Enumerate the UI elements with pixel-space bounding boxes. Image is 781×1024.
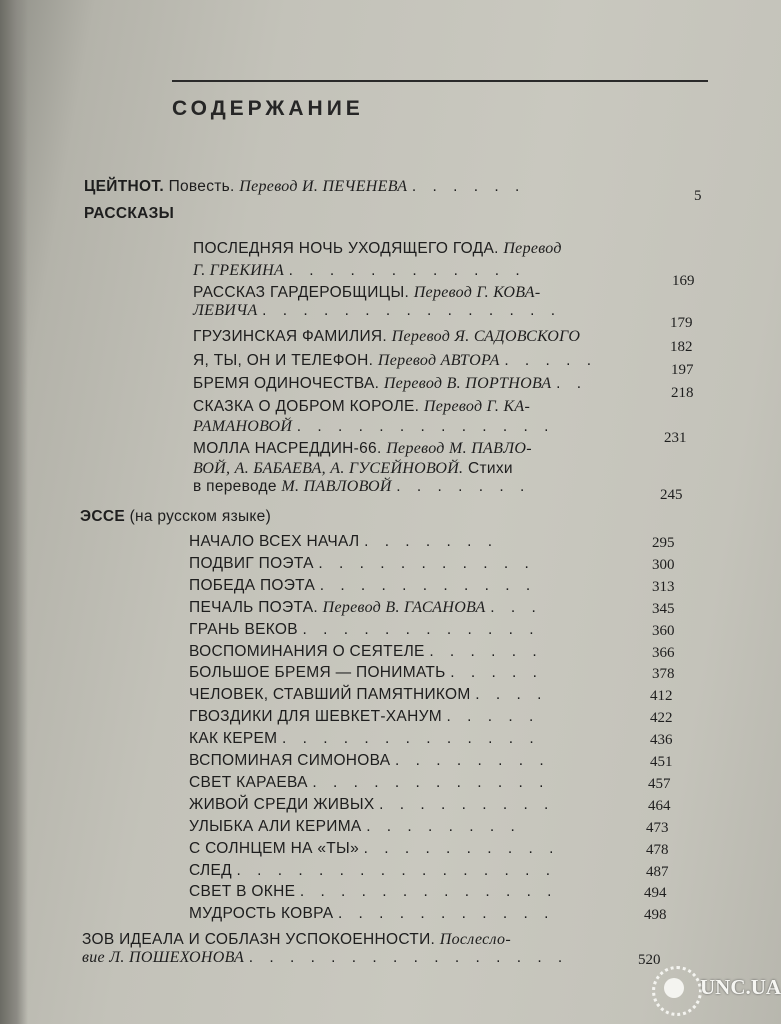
- leader-dots: . . . . . . . . . . . . .: [296, 418, 555, 435]
- story-translator: Г. ГРЕКИНА: [193, 262, 285, 279]
- leader-dots: . . . . . . .: [364, 533, 499, 550]
- story-title: Я, ТЫ, ОН И ТЕЛЕФОН.: [193, 352, 374, 369]
- page-number: 451: [650, 754, 673, 770]
- story-entry-1-cont: [193, 262, 526, 280]
- afterword-entry: [82, 931, 511, 949]
- leader-dots: . . . . . . . . . . . .: [302, 620, 540, 638]
- story-title: СКАЗКА О ДОБРОМ КОРОЛЕ.: [193, 398, 420, 415]
- essay-title: ГВОЗДИКИ ДЛЯ ШЕВКЕТ-ХАНУМ: [189, 708, 442, 726]
- essay-title: СВЕТ В ОКНЕ: [189, 883, 296, 901]
- essay-entry: [189, 599, 542, 617]
- story-translator: Перевод Г. КА-: [423, 398, 531, 415]
- essay-entry: [189, 730, 540, 748]
- entry-title: ЦЕЙТНОТ.: [84, 178, 164, 195]
- afterword-author: Послесло-: [439, 931, 511, 948]
- essay-title: С СОЛНЦЕМ НА «ТЫ»: [189, 839, 359, 857]
- essay-title: ПЕЧАЛЬ ПОЭТА.: [189, 598, 318, 616]
- leader-dots: . . . . .: [450, 664, 543, 682]
- essay-entry: [189, 774, 549, 792]
- story-note: Стихи: [467, 460, 513, 477]
- page-number: 197: [671, 362, 694, 378]
- page-number: 295: [652, 535, 675, 551]
- leader-dots: . . . . . . . . . . . . . . . .: [236, 861, 556, 879]
- story-translator: Перевод М. ПАВЛО-: [386, 440, 532, 457]
- essay-title: СЛЕД: [189, 861, 232, 879]
- entry-genre: Повесть.: [168, 178, 235, 195]
- page-number: 169: [672, 273, 695, 289]
- page-number: 300: [652, 556, 675, 573]
- page-number: 378: [652, 666, 675, 683]
- story-translator: Перевод АВТОРА: [377, 352, 500, 369]
- leader-dots: . . . . . . . . . . . .: [312, 773, 550, 791]
- leader-dots: . .: [556, 375, 588, 392]
- story-translator: ЛЕВИЧА: [193, 302, 258, 319]
- essay-translator: Перевод В. ГАСАНОВА: [322, 598, 486, 616]
- essay-title: ЧЕЛОВЕК, СТАВШИЙ ПАМЯТНИКОМ: [189, 686, 471, 704]
- story-title: ГРУЗИНСКАЯ ФАМИЛИЯ.: [193, 328, 388, 345]
- essay-title: ПОДВИГ ПОЭТА: [189, 554, 314, 572]
- story-title: РАССКАЗ ГАРДЕРОБЩИЦЫ.: [193, 284, 410, 301]
- page-number: 231: [664, 430, 687, 446]
- section-essays: [80, 508, 271, 526]
- essay-entry: [189, 555, 535, 573]
- story-entry-5: [193, 375, 587, 393]
- story-entry-7-cont2: [193, 478, 530, 496]
- page-number: 179: [670, 315, 693, 331]
- page-number: 436: [650, 732, 673, 749]
- watermark-text: UNC.UA: [700, 975, 781, 999]
- page-number: 360: [652, 622, 675, 639]
- leader-dots: . . .: [490, 598, 542, 616]
- entry-tseitnot: [84, 178, 525, 196]
- page-number: 182: [670, 339, 693, 355]
- essay-title: СВЕТ КАРАЕВА: [189, 773, 308, 791]
- story-entry-4: [193, 352, 597, 370]
- story-entry-3: [193, 328, 580, 346]
- essay-entry: [189, 643, 543, 661]
- story-translator: ВОЙ, А. БАБАЕВА, А. ГУСЕЙНОВОЙ.: [193, 460, 464, 477]
- section-essays-title: ЭССЕ: [80, 508, 125, 525]
- story-title: ПОСЛЕДНЯЯ НОЧЬ УХОДЯЩЕГО ГОДА.: [193, 240, 499, 257]
- story-entry-1: [193, 240, 562, 258]
- page-number: 473: [646, 819, 669, 836]
- essay-entry: [189, 577, 536, 595]
- watermark-seal-center: [664, 978, 684, 998]
- leader-dots: . . . . . . . . .: [379, 795, 555, 813]
- leader-dots: . . . . .: [446, 708, 540, 726]
- essay-title: ПОБЕДА ПОЭТА: [189, 576, 316, 594]
- essay-entry: [189, 818, 521, 836]
- page-number: 464: [648, 797, 671, 814]
- story-translator: М. ПАВЛОВОЙ: [281, 478, 392, 495]
- page-number: 5: [694, 188, 702, 204]
- essay-entry: [189, 752, 550, 770]
- page-number: 422: [650, 710, 673, 727]
- essay-entry: [189, 533, 498, 551]
- page-edge-shadow: [0, 0, 28, 1024]
- page-title: СОДЕРЖАНИЕ: [172, 97, 364, 120]
- section-essays-note: (на русском языке): [129, 508, 272, 525]
- page-number: 494: [644, 885, 667, 902]
- essay-entry: [189, 862, 556, 880]
- story-translator: Перевод Я. САДОВСКОГО: [391, 328, 581, 345]
- story-translator: Перевод: [503, 240, 562, 257]
- story-entry-2: [193, 284, 540, 302]
- essay-title: МУДРОСТЬ КОВРА: [189, 905, 334, 923]
- page-number: 520: [638, 952, 661, 968]
- essay-entry: [189, 840, 559, 858]
- page-number: 412: [650, 688, 673, 705]
- essay-title: ЖИВОЙ СРЕДИ ЖИВЫХ: [189, 795, 375, 813]
- afterword-entry-cont: [82, 949, 568, 967]
- story-entry-2-cont: [193, 302, 561, 320]
- page-number: 366: [652, 644, 675, 661]
- leader-dots: . . . . . . . . . . .: [318, 554, 535, 572]
- leader-dots: . . . . . . . . . .: [363, 839, 560, 857]
- story-translator: РАМАНОВОЙ: [193, 418, 293, 435]
- story-entry-7-cont: [193, 460, 513, 478]
- essay-entry: [189, 621, 540, 639]
- leader-dots: . . . . . . . . . . . . .: [299, 883, 558, 901]
- essay-title: КАК КЕРЕМ: [189, 730, 278, 748]
- essay-entry: [189, 883, 558, 901]
- essay-title: ВОСПОМИНАНИЯ О СЕЯТЕЛЕ: [189, 642, 425, 660]
- leader-dots: . . . . . .: [429, 642, 543, 660]
- page-number: 457: [648, 775, 671, 792]
- leader-dots: . . . . . . . .: [366, 817, 521, 835]
- page-number: 245: [660, 487, 683, 503]
- story-entry-6-cont: [193, 418, 554, 436]
- essay-entry: [189, 664, 543, 682]
- page-number: 487: [646, 863, 669, 880]
- essay-title: ВСПОМИНАЯ СИМОНОВА: [189, 752, 391, 769]
- leader-dots: . . . . .: [504, 352, 598, 369]
- leader-dots: . . . . . . . .: [395, 752, 550, 769]
- leader-dots: . . . . . . . . . . . . .: [281, 730, 540, 748]
- section-stories: РАССКАЗЫ: [84, 205, 175, 222]
- page-number: 478: [646, 841, 669, 858]
- story-title: МОЛЛА НАСРЕДДИН-66.: [193, 440, 382, 457]
- header-rule: [172, 80, 708, 82]
- page-number: 313: [652, 578, 675, 595]
- leader-dots: . . . . . . . . . . .: [319, 576, 537, 594]
- page-number: 345: [652, 600, 675, 617]
- afterword-author: вие Л. ПОШЕХОНОВА: [82, 949, 245, 966]
- essay-title: НАЧАЛО ВСЕХ НАЧАЛ: [189, 533, 360, 550]
- leader-dots: . . . . . . . . . . . . . . .: [262, 302, 562, 319]
- essay-title: БОЛЬШОЕ БРЕМЯ — ПОНИМАТЬ: [189, 664, 446, 682]
- page-number: 498: [644, 907, 667, 924]
- story-translator: Перевод В. ПОРТНОВА: [383, 375, 552, 392]
- leader-dots: . . . . . . . . . . . .: [288, 262, 526, 279]
- story-translator: Перевод Г. КОВА-: [413, 284, 541, 301]
- page-number: 218: [671, 385, 694, 401]
- story-note: в переводе: [193, 478, 277, 495]
- story-entry-7: [193, 440, 532, 458]
- leader-dots: . . . .: [475, 686, 548, 704]
- essay-entry: [189, 708, 539, 726]
- leader-dots: . . . . . .: [411, 178, 526, 195]
- essay-title: УЛЫБКА АЛИ КЕРИМА: [189, 817, 362, 835]
- story-entry-6: [193, 398, 530, 416]
- leader-dots: . . . . . . .: [396, 478, 531, 495]
- essay-entry: [189, 686, 547, 704]
- afterword-title: ЗОВ ИДЕАЛА И СОБЛАЗН УСПОКОЕННОСТИ.: [82, 931, 436, 948]
- essay-entry: [189, 796, 554, 814]
- story-title: БРЕМЯ ОДИНОЧЕСТВА.: [193, 375, 380, 392]
- leader-dots: . . . . . . . . . . .: [337, 905, 555, 923]
- entry-translator: Перевод И. ПЕЧЕНЕВА: [239, 178, 408, 195]
- leader-dots: . . . . . . . . . . . . . . . .: [248, 949, 569, 966]
- essay-title: ГРАНЬ ВЕКОВ: [189, 620, 298, 638]
- essay-entry: [189, 905, 554, 923]
